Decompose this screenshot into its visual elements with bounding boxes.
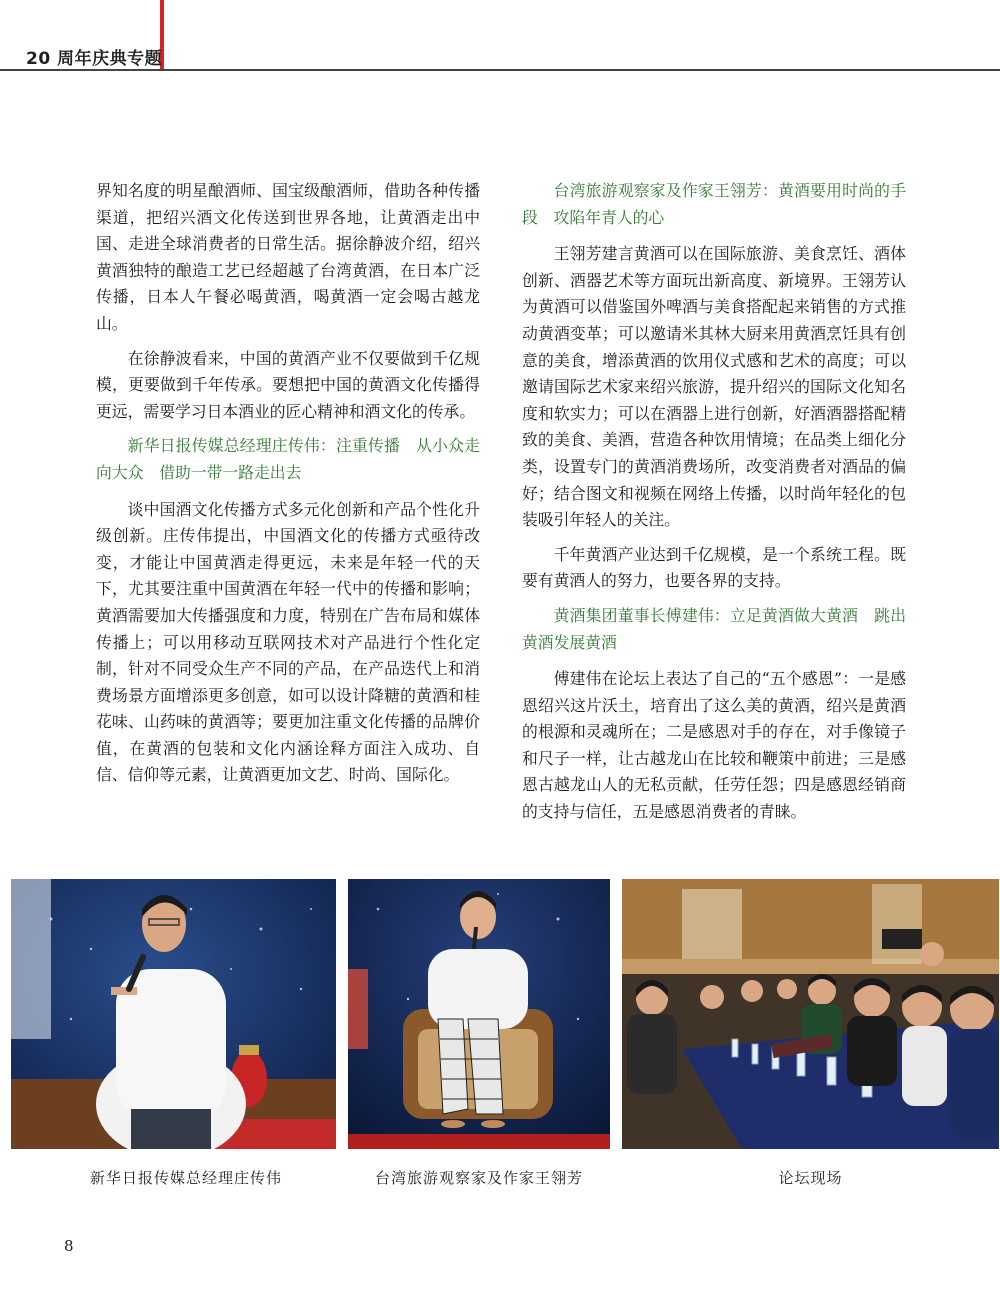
left-column <box>96 178 480 797</box>
right-column <box>522 178 906 834</box>
photo-caption: 新华日报传媒总经理庄传伟 <box>89 1169 282 1187</box>
paragraph: 王翎芳建言黄酒可以在国际旅游、美食烹饪、酒体创新、酒器艺术等方面玩出新高度、新境界。王翎芳认为黄酒可以借鉴国外啤酒与美食搭配起来销售的方式推动黄酒变革；可以邀请米其林大厨来用黄酒烹饪具有创意的美食，增添黄酒的饮用仪式感和艺术的高度；可以邀请国际艺术家来绍兴旅游，提升绍兴的国际文化知名度和软实力；可以在酒器上进行创新，好酒酒器搭配精致的美食、美酒，营造各种饮用情境；在品类上细化分类，设置专门的黄酒消费场所，改变消费者对酒品的偏好；结合图文和视频在网络上传播，以时尚年轻化的包装吸引年轻人的关注。 <box>522 244 906 530</box>
page-number: 8 <box>64 1237 74 1255</box>
photo-speaker-zhuang <box>11 879 336 1149</box>
photo-caption: 台湾旅游观察家及作家王翎芳 <box>374 1169 583 1187</box>
paragraph: 千年黄酒产业达到千亿规模，是一个系统工程。既要有黄酒人的努力，也要各界的支持。 <box>522 544 906 591</box>
section-title: 20 周年庆典专题 <box>26 49 163 69</box>
photo-forum-scene <box>622 879 999 1149</box>
photo-speaker-wang <box>348 879 610 1149</box>
header-divider <box>0 69 1000 71</box>
subheading: 新华日报传媒总经理庄传伟：注重传播 从小众走向大众 借助一带一路走出去 <box>96 436 480 482</box>
paragraph: 谈中国酒文化传播方式多元化创新和产品个性化升级创新。庄传伟提出，中国酒文化的传播方式亟待改变，才能让中国黄酒走得更远，未来是年轻一代的天下，尤其要注重中国黄酒在年轻一代中的传播和影响；黄酒需要加大传播强度和力度，特别在广告布局和媒体传播上；可以用移动互联网技术对产品进行个性化定制，针对不同受众生产不同的产品，在产品迭代上和消费场景方面增添更多创意，如可以设计降糖的黄酒和桂花味、山药味的黄酒等；要更加注重文化传播的品牌价值，在黄酒的包装和文化内涵诠释方面注入成功、自信、信仰等元素，让黄酒更加文艺、时尚、国际化。 <box>96 499 480 785</box>
paragraph: 在徐静波看来，中国的黄酒产业不仅要做到千亿规模，更要做到千年传承。要想把中国的黄酒文化传播得更远，需要学习日本酒业的匠心精神和酒文化的传承。 <box>96 348 480 421</box>
subheading: 台湾旅游观察家及作家王翎芳：黄酒要用时尚的手段 攻陷年青人的心 <box>522 181 906 227</box>
photo-caption: 论坛现场 <box>778 1169 843 1187</box>
subheading: 黄酒集团董事长傅建伟：立足黄酒做大黄酒 跳出黄酒发展黄酒 <box>522 605 906 652</box>
paragraph: 界知名度的明星酿酒师、国宝级酿酒师，借助各种传播渠道，把绍兴酒文化传送到世界各地，让黄酒走出中国、走进全球消费者的日常生活。据徐静波介绍，绍兴黄酒独特的酿造工艺已经超越了台湾黄酒，在日本广泛传播，日本人午餐必喝黄酒，喝黄酒一定会喝古越龙山。 <box>96 181 480 333</box>
paragraph: 傅建伟在论坛上表达了自己的“五个感恩”：一是感恩绍兴这片沃土，培育出了这么美的黄酒，绍兴是黄酒的根源和灵魂所在；二是感恩对手的存在，对手像镜子和尺子一样，让古越龙山在比较和鞭策中前进；三是感恩古越龙山人的无私贡献，任劳任怨；四是感恩经销商的支持与信任，五是感恩消费者的青睐。 <box>522 669 906 822</box>
